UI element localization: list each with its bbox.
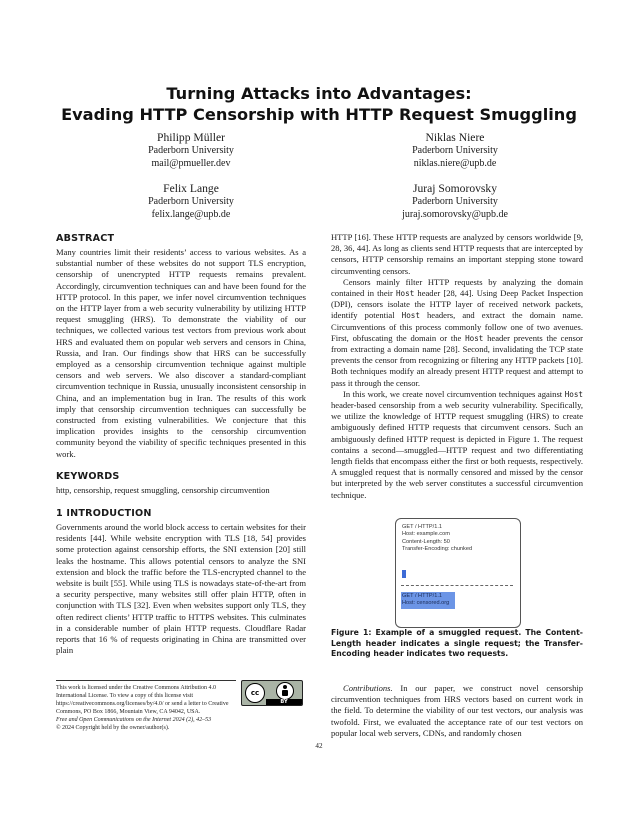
author-name: Philipp Müller (157, 131, 225, 144)
cc-icon: cc (245, 683, 265, 703)
author-block (355, 182, 555, 221)
paper-title (40, 83, 598, 125)
figure-caption: Figure 1: Example of a smuggled request. The Content-Length header indicates a single request; the Transfer-Encoding header indicates two requests. (331, 628, 583, 659)
transfer-encoding-line: Transfer-Encoding: chunked (402, 546, 473, 553)
author-affiliation: Paderborn University (148, 145, 234, 156)
intro-paragraph-censors: Censors mainly filter HTTP requests by analyzing the domain contained in their Host header [28, 44]. Using Deep Packet Inspection (DPI), censors isolate the HTTP layer of received network packets, identify potential Host headers, and extract the domain name. Circumventions of this process commonly follow one of two avenues. First, obfuscating the domain or the Host header prevents the censor from extracting a domain name [28]. Second, invalidating the TCP state prevents the censor from recognizing or filtering any HTTP packets [10]. Both techniques modify an already present HTTP request and attempt to pass it through the censor. (331, 276, 583, 388)
left-column (56, 232, 306, 657)
figure-smuggled-request (395, 518, 521, 628)
author-block (91, 182, 291, 221)
host-header-code: Host (465, 333, 484, 343)
abstract-heading: ABSTRACT (56, 233, 115, 244)
abstract-text: Many countries limit their residents’ access to various websites. As a substantial number of these websites do not support TLS encryption, censorship of unencrypted HTTP requests remains prevalent. Accordingly, circumvention techniques can and have been found for the HTTP protocol. In this paper, we infer novel circumvention techniques on the HTTP layer from a web security vulnerability by utilizing HTTP request smuggling (HRS). To demonstrate the viability of our techniques, we collected various test vectors from previous work about HRS and evaluated them on popular web servers and censors in China, Russia, and Iran. Our findings show that HRS can be successfully employed as a censorship circumvention technique against multiple censors and web servers. We also discover a standard-compliant circumvention technique in Russia, unusually inconsistent censorship in China, and an implementation bug in Iran. The results of this work imply that censorship circumvention techniques can successfully be constructed from existing vulnerabilities. We conjecture that this implication provides insights to the censorship circumvention community beyond the viability of specific techniques presented in this work. (56, 247, 306, 459)
venue-text: Free and Open Communications on the Internet 2024 (2), 42–53 (56, 716, 212, 723)
host-line: Host: example.com (402, 531, 450, 538)
author-affiliation: Paderborn University (412, 196, 498, 207)
license-footnote (56, 685, 236, 732)
author-name: Juraj Somorovsky (412, 182, 498, 195)
page-number: 42 (315, 742, 323, 750)
host-header-code: Host (395, 289, 415, 299)
license-text: This work is licensed under the Creative Commons Attribution 4.0 International License. To view a copy of this license visit https://creativecommons.org/licenses/by/4.0/ or send a letter to Creative Commons, PO Box 1866, Mountain View, CA 94042, USA. (56, 685, 229, 715)
smuggled-host-line: Host: censored.org (402, 600, 450, 607)
intro-paragraph-continued: HTTP [16]. These HTTP requests are analyzed by censors worldwide [9, 28, 36, 44]. As long as clients send HTTP requests that are intercepted by censors, HTTP censorship remains an important stepping stone toward circumventing censors. (331, 232, 583, 276)
author-affiliation: Paderborn University (148, 196, 234, 207)
footnote-divider (56, 680, 236, 681)
request-line: GET / HTTP/1.1 (402, 524, 442, 530)
smuggled-request (401, 592, 455, 609)
introduction-heading: 1 INTRODUCTION (56, 508, 152, 520)
chunk-terminator (402, 570, 406, 578)
introduction-paragraph: Governments around the world block access to certain websites for their residents [44]. While website encryption with TLS [18, 54] provides some protection against censorship efforts, the SNI extension [20] still leaks the hostname. This allows potential censors to analyze the SNI extension and block the traffic before the TLS-encrypted channel to the website is built [55]. While using TLS is nowadays state-of-the-art from a security perspective, many websites still offer plain HTTP, often in conjunction with TLS [32]. Even when websites support only TLS, they often redirect clients’ HTTP traffic to HTTPS websites. This culminates in a considerable number of plain HTTP requests. Cloudflare Radar reports that 16 % of requests originating in China are transmitted over plain (56, 522, 306, 656)
outer-request (402, 524, 472, 554)
by-label: BY (266, 699, 302, 705)
author-email: mail@pmueller.dev (151, 157, 231, 169)
contributions-paragraph (331, 683, 583, 739)
title-line-2: Evading HTTP Censorship with HTTP Request Smuggling (61, 105, 577, 124)
person-icon (276, 682, 294, 700)
author-block (355, 131, 555, 170)
author-name: Niklas Niere (425, 131, 485, 144)
title-line-1: Turning Attacks into Advantages: (166, 84, 472, 103)
author-email: juraj.somorovsky@upb.de (402, 208, 508, 220)
content-length-line: Content-Length: 50 (402, 538, 450, 545)
contributions-lead: Contributions. (343, 683, 393, 693)
author-name: Felix Lange (163, 182, 219, 195)
author-block (91, 131, 291, 170)
author-email: niklas.niere@upb.de (413, 157, 497, 169)
intro-paragraph-this-work: In this work, we create novel circumvention techniques against Host header-based censorship from a web security vulnerability. Specifically, we utilize the knowledge of HTTP request smuggling (HRS) to create ambiguously defined HTTP requests that circumvent censors. Such an ambiguously defined HTTP request is depicted in Figure 1. The request contains a second—smuggled—HTTP request and two differentiating length fields that encompass either the first or both requests, respectively. A smuggled request that is normally censored and missed by the censor but interpreted by the web server constitutes a successful circumvention technique. (331, 388, 583, 500)
author-affiliation: Paderborn University (412, 145, 498, 156)
contributions-text: In our paper, we construct novel censorship circumvention techniques from HRS vectors based on current work in the field. To determine the viability of our test vectors, our analysis was twofold. First, we evaluated the acceptance rate of our test vectors on popular local web servers, CDNs, and randomly chosen (331, 683, 583, 738)
smuggled-request-line: GET / HTTP/1.1 (402, 593, 442, 599)
host-header-code: Host (564, 389, 583, 399)
right-column (331, 232, 583, 501)
dashed-separator (401, 585, 513, 586)
keywords-heading: KEYWORDS (56, 470, 120, 482)
author-email: felix.lange@upb.de (151, 208, 231, 220)
cc-by-license-icon (241, 680, 303, 706)
copyright-text: © 2024 Copyright held by the owner/author(s). (56, 724, 170, 731)
host-header-code: Host (401, 311, 420, 321)
keywords-text: http, censorship, request smuggling, censorship circumvention (56, 484, 270, 495)
